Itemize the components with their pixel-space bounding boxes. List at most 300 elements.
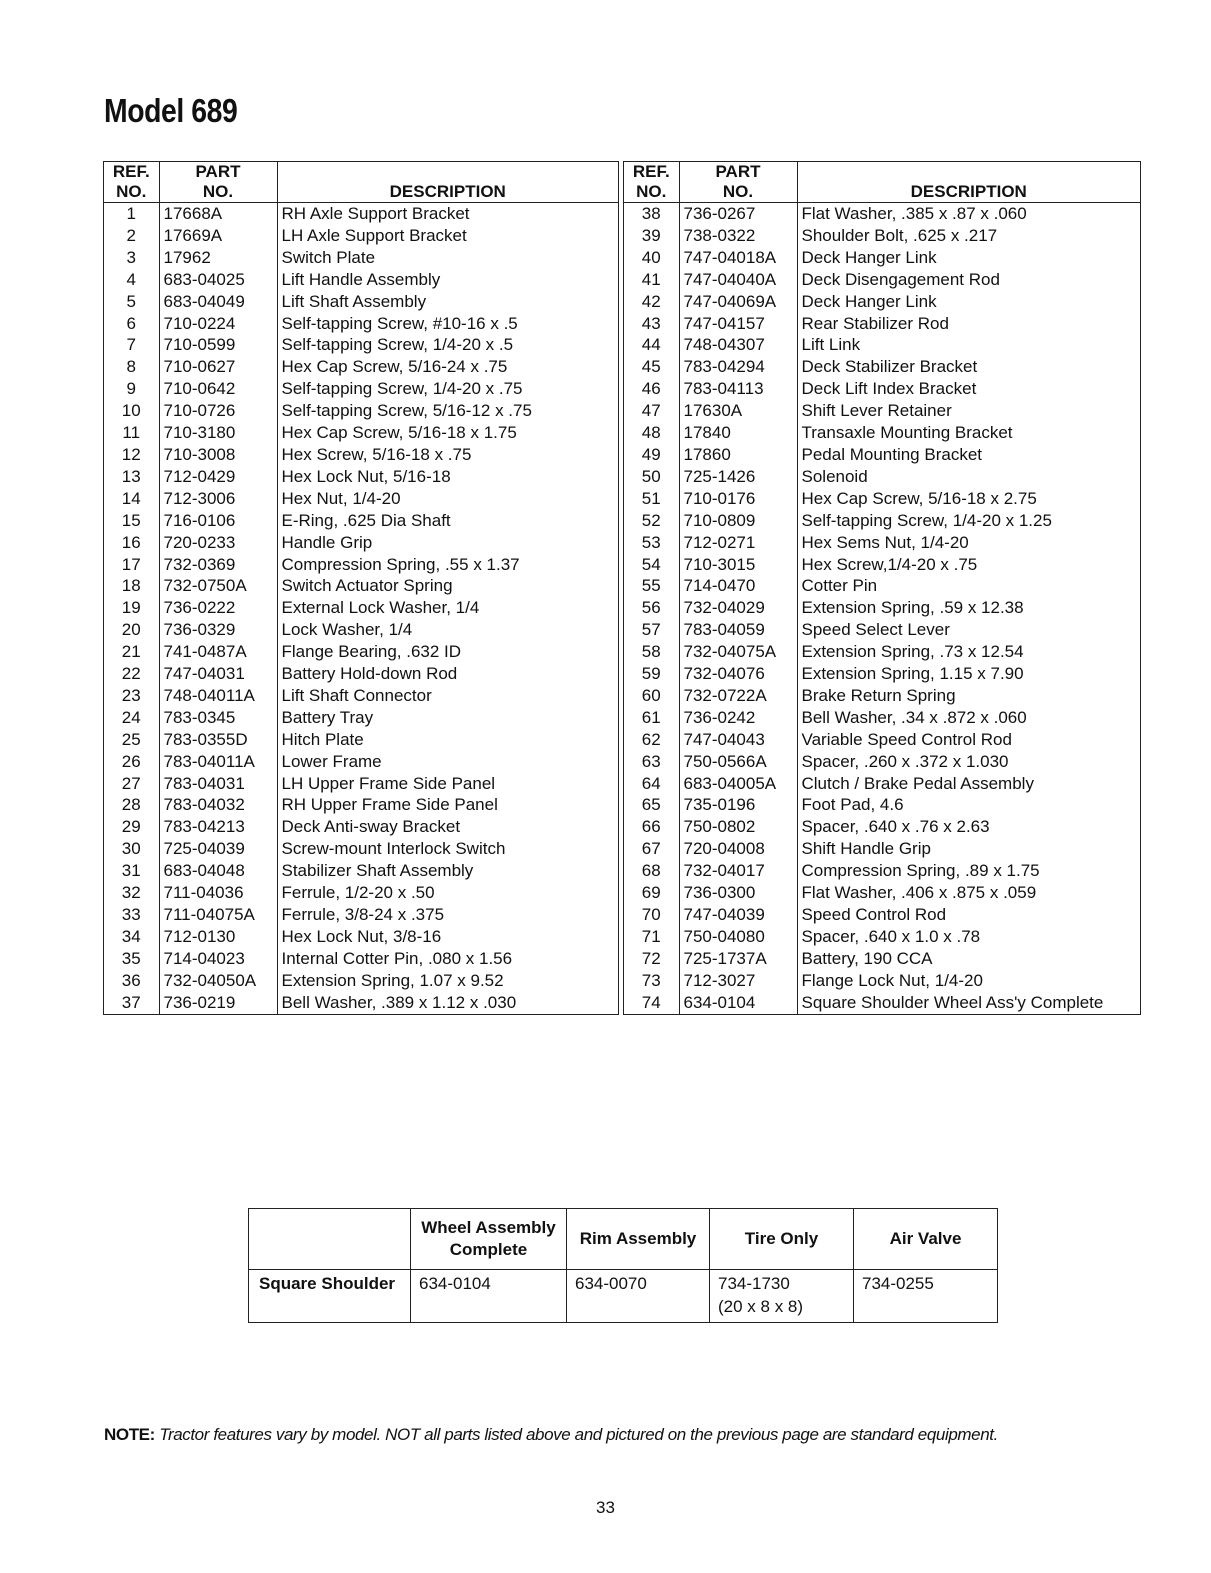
part-number: 725-1426 <box>679 466 797 488</box>
part-description: Pedal Mounting Bracket <box>801 444 982 464</box>
ref-number: 11 <box>104 422 159 444</box>
part-number: 747-04157 <box>679 313 797 335</box>
part-number: 732-04075A <box>679 641 797 663</box>
table-row <box>104 334 618 356</box>
part-number: 736-0329 <box>159 619 277 641</box>
description-header: DESCRIPTION <box>797 162 1140 203</box>
part-number: 17860 <box>679 444 797 466</box>
ref-number: 4 <box>104 269 159 291</box>
wheel-assembly-header: Wheel Assembly Complete <box>411 1209 567 1270</box>
part-description: Deck Anti-sway Bracket <box>281 817 461 837</box>
part-description: Handle Grip <box>281 532 373 552</box>
table-row <box>104 685 618 707</box>
ref-number: 36 <box>104 970 159 992</box>
part-description: Brake Return Spring <box>801 685 956 705</box>
ref-number: 6 <box>104 313 159 335</box>
ref-number: 67 <box>624 838 679 860</box>
ref-number: 53 <box>624 532 679 554</box>
part-number: 710-0809 <box>679 510 797 532</box>
ref-number: 69 <box>624 882 679 904</box>
part-description: Speed Control Rod <box>801 905 947 924</box>
rim-assembly-header: Rim Assembly <box>567 1209 710 1270</box>
table-row <box>104 904 618 926</box>
part-number: 747-04043 <box>679 729 797 751</box>
table-row <box>624 794 1140 816</box>
parts-table-header <box>104 162 618 203</box>
ref-number: 43 <box>624 313 679 335</box>
part-number: 712-0271 <box>679 532 797 554</box>
ref-number: 56 <box>624 597 679 619</box>
table-row <box>104 356 618 378</box>
footnote <box>104 1425 998 1445</box>
part-description: Lower Frame <box>281 751 382 771</box>
table-row <box>624 444 1140 466</box>
ref-number: 57 <box>624 619 679 641</box>
rim-assembly-part: 634-0070 <box>567 1270 710 1323</box>
ref-number: 16 <box>104 532 159 554</box>
part-number: 710-3008 <box>159 444 277 466</box>
table-row <box>104 575 618 597</box>
ref-number: 46 <box>624 378 679 400</box>
part-description: Cotter Pin <box>801 576 878 596</box>
table-row <box>104 948 618 970</box>
part-number: 732-04050A <box>159 970 277 992</box>
part-description: Hex Sems Nut, 1/4-20 <box>801 532 969 552</box>
page-number: 33 <box>596 1498 615 1517</box>
table-row <box>104 488 618 510</box>
part-number: 712-0429 <box>159 466 277 488</box>
part-description: Deck Disengagement Rod <box>801 269 1000 289</box>
ref-number: 35 <box>104 948 159 970</box>
part-description: Switch Plate <box>281 247 376 267</box>
part-description: Compression Spring, .89 x 1.75 <box>801 861 1040 881</box>
part-description: Square Shoulder Wheel Ass'y Complete <box>801 992 1104 1012</box>
table-row <box>104 663 618 685</box>
table-row <box>624 554 1140 576</box>
table-row <box>104 860 618 882</box>
part-description: Flat Washer, .385 x .87 x .060 <box>801 204 1027 223</box>
table-row <box>104 203 618 225</box>
ref-number: 31 <box>104 860 159 882</box>
ref-number: 28 <box>104 794 159 816</box>
tire-only-header: Tire Only <box>710 1209 854 1270</box>
ref-number: 14 <box>104 488 159 510</box>
part-number: 711-04036 <box>159 882 277 904</box>
part-description: Bell Washer, .389 x 1.12 x .030 <box>281 992 517 1012</box>
part-number: 783-04011A <box>159 751 277 773</box>
part-description: Flange Lock Nut, 1/4-20 <box>801 970 983 990</box>
part-number: 748-04011A <box>159 685 277 707</box>
part-number: 683-04049 <box>159 291 277 313</box>
table-row <box>104 422 618 444</box>
table-row <box>624 247 1140 269</box>
table-row <box>104 400 618 422</box>
part-number: 17962 <box>159 247 277 269</box>
part-number: 783-04294 <box>679 356 797 378</box>
part-description: Extension Spring, .73 x 12.54 <box>801 642 1024 662</box>
table-row <box>624 422 1140 444</box>
ref-number: 59 <box>624 663 679 685</box>
table-row <box>624 488 1140 510</box>
table-row <box>624 729 1140 751</box>
part-number: 783-0345 <box>159 707 277 729</box>
part-description: Spacer, .640 x .76 x 2.63 <box>801 817 990 837</box>
part-number: 747-04069A <box>679 291 797 313</box>
ref-number: 18 <box>104 575 159 597</box>
part-description: Deck Hanger Link <box>801 291 937 311</box>
part-number: 750-04080 <box>679 926 797 948</box>
ref-number: 19 <box>104 597 159 619</box>
ref-number: 22 <box>104 663 159 685</box>
part-number: 710-0176 <box>679 488 797 510</box>
part-number: 732-04076 <box>679 663 797 685</box>
part-description: Hex Screw, 5/16-18 x .75 <box>281 444 472 464</box>
ref-number: 26 <box>104 751 159 773</box>
part-number: 710-3015 <box>679 554 797 576</box>
part-number: 711-04075A <box>159 904 277 926</box>
ref-number: 2 <box>104 225 159 247</box>
part-number: 714-0470 <box>679 575 797 597</box>
part-description: Switch Actuator Spring <box>281 576 453 596</box>
ref-number: 25 <box>104 729 159 751</box>
part-description: Deck Stabilizer Bracket <box>801 357 978 377</box>
part-description: Shift Handle Grip <box>801 839 931 859</box>
part-description: E-Ring, .625 Dia Shaft <box>281 510 451 530</box>
ref-number: 45 <box>624 356 679 378</box>
ref-number: 20 <box>104 619 159 641</box>
ref-number: 8 <box>104 356 159 378</box>
part-number: 736-0242 <box>679 707 797 729</box>
part-description: Ferrule, 1/2-20 x .50 <box>281 883 435 903</box>
part-description: Solenoid <box>801 466 868 486</box>
table-row <box>624 356 1140 378</box>
ref-number: 37 <box>104 992 159 1014</box>
ref-number: 73 <box>624 970 679 992</box>
part-description: Spacer, .260 x .372 x 1.030 <box>801 751 1009 771</box>
part-description: Flange Bearing, .632 ID <box>281 642 462 662</box>
ref-number: 12 <box>104 444 159 466</box>
part-description: Battery Tray <box>281 707 374 727</box>
table-row <box>104 707 618 729</box>
part-number: 735-0196 <box>679 794 797 816</box>
part-description: Hex Nut, 1/4-20 <box>281 488 401 508</box>
ref-number: 17 <box>104 554 159 576</box>
ref-number: 40 <box>624 247 679 269</box>
ref-number: 10 <box>104 400 159 422</box>
table-row <box>624 619 1140 641</box>
ref-number: 51 <box>624 488 679 510</box>
tire-part-number: 734-1730 <box>718 1274 790 1293</box>
part-number: 732-04029 <box>679 597 797 619</box>
table-row <box>104 554 618 576</box>
ref-number: 32 <box>104 882 159 904</box>
table-row <box>104 619 618 641</box>
table-row <box>624 291 1140 313</box>
ref-number: 39 <box>624 225 679 247</box>
part-description: Self-tapping Screw, 5/16-12 x .75 <box>281 401 532 421</box>
table-row <box>624 466 1140 488</box>
table-row <box>104 247 618 269</box>
part-number: 725-1737A <box>679 948 797 970</box>
part-number: 747-04031 <box>159 663 277 685</box>
part-number: 683-04005A <box>679 773 797 795</box>
part-number: 732-0722A <box>679 685 797 707</box>
part-number: 725-04039 <box>159 838 277 860</box>
ref-no-header: REF. NO. <box>104 162 159 203</box>
part-number: 736-0222 <box>159 597 277 619</box>
table-row <box>624 904 1140 926</box>
part-description: Hex Lock Nut, 5/16-18 <box>281 466 451 486</box>
part-number: 712-0130 <box>159 926 277 948</box>
ref-number: 21 <box>104 641 159 663</box>
ref-no-header: REF. NO. <box>624 162 679 203</box>
part-number: 634-0104 <box>679 992 797 1014</box>
parts-table-left <box>103 161 619 1015</box>
part-number: 732-0750A <box>159 575 277 597</box>
table-row <box>624 203 1140 225</box>
part-number: 750-0566A <box>679 751 797 773</box>
ref-number: 54 <box>624 554 679 576</box>
part-description: Transaxle Mounting Bracket <box>801 423 1013 443</box>
part-description: Hex Cap Screw, 5/16-18 x 2.75 <box>801 488 1037 508</box>
part-number: 783-04031 <box>159 773 277 795</box>
part-description: Bell Washer, .34 x .872 x .060 <box>801 707 1027 727</box>
table-row <box>104 444 618 466</box>
air-valve-part: 734-0255 <box>854 1270 998 1323</box>
ref-number: 7 <box>104 334 159 356</box>
ref-number: 34 <box>104 926 159 948</box>
note-text: Tractor features vary by model. NOT all parts listed above and pictured on the previous page are standard equipment. <box>159 1425 998 1444</box>
part-description: Shoulder Bolt, .625 x .217 <box>801 225 998 245</box>
table-row <box>624 532 1140 554</box>
ref-number: 68 <box>624 860 679 882</box>
ref-number: 74 <box>624 992 679 1014</box>
part-description: Extension Spring, .59 x 12.38 <box>801 598 1024 618</box>
part-description: Screw-mount Interlock Switch <box>281 839 506 859</box>
part-number: 747-04018A <box>679 247 797 269</box>
ref-number: 63 <box>624 751 679 773</box>
part-description: Self-tapping Screw, 1/4-20 x .5 <box>281 335 514 355</box>
ref-number: 15 <box>104 510 159 532</box>
part-number: 736-0300 <box>679 882 797 904</box>
ref-number: 55 <box>624 575 679 597</box>
row-label: Square Shoulder <box>249 1270 411 1323</box>
table-row <box>104 751 618 773</box>
table-row <box>624 773 1140 795</box>
ref-number: 38 <box>624 203 679 225</box>
part-no-header: PART NO. <box>679 162 797 203</box>
table-row <box>104 773 618 795</box>
ref-number: 30 <box>104 838 159 860</box>
table-row <box>104 882 618 904</box>
ref-number: 42 <box>624 291 679 313</box>
ref-number: 24 <box>104 707 159 729</box>
ref-number: 23 <box>104 685 159 707</box>
part-description: Lift Handle Assembly <box>281 269 441 289</box>
part-number: 683-04025 <box>159 269 277 291</box>
ref-number: 60 <box>624 685 679 707</box>
ref-number: 65 <box>624 794 679 816</box>
table-row <box>624 926 1140 948</box>
table-row <box>624 751 1140 773</box>
part-number: 732-04017 <box>679 860 797 882</box>
table-row <box>624 313 1140 335</box>
wheel-header-blank <box>249 1209 411 1270</box>
table-row <box>104 291 618 313</box>
part-description: LH Upper Frame Side Panel <box>281 773 496 793</box>
part-number: 710-0599 <box>159 334 277 356</box>
table-row <box>104 597 618 619</box>
ref-number: 13 <box>104 466 159 488</box>
part-number: 712-3027 <box>679 970 797 992</box>
part-number: 732-0369 <box>159 554 277 576</box>
part-description: LH Axle Support Bracket <box>281 225 467 245</box>
part-description: Hex Cap Screw, 5/16-24 x .75 <box>281 357 508 377</box>
part-description: Battery, 190 CCA <box>801 948 933 968</box>
part-description: Deck Lift Index Bracket <box>801 379 977 399</box>
table-row <box>104 838 618 860</box>
ref-number: 62 <box>624 729 679 751</box>
part-description: Extension Spring, 1.07 x 9.52 <box>281 970 504 990</box>
table-row <box>624 948 1140 970</box>
part-number: 720-04008 <box>679 838 797 860</box>
table-row <box>104 794 618 816</box>
ref-number: 33 <box>104 904 159 926</box>
part-description: Deck Hanger Link <box>801 247 937 267</box>
ref-number: 9 <box>104 378 159 400</box>
part-description: Spacer, .640 x 1.0 x .78 <box>801 926 981 946</box>
ref-number: 61 <box>624 707 679 729</box>
table-row <box>104 510 618 532</box>
part-number: 716-0106 <box>159 510 277 532</box>
part-description: Stabilizer Shaft Assembly <box>281 861 474 881</box>
part-description: Ferrule, 3/8-24 x .375 <box>281 905 445 924</box>
part-description: Self-tapping Screw, 1/4-20 x 1.25 <box>801 510 1052 530</box>
note-label: NOTE: <box>104 1425 155 1444</box>
part-description: Self-tapping Screw, #10-16 x .5 <box>281 313 518 333</box>
part-number: 748-04307 <box>679 334 797 356</box>
part-number: 783-04113 <box>679 378 797 400</box>
part-description: Foot Pad, 4.6 <box>801 795 904 815</box>
air-valve-header: Air Valve <box>854 1209 998 1270</box>
ref-number: 70 <box>624 904 679 926</box>
table-row <box>624 816 1140 838</box>
part-description: Variable Speed Control Rod <box>801 729 1012 749</box>
table-row <box>624 663 1140 685</box>
part-number: 720-0233 <box>159 532 277 554</box>
table-row <box>624 334 1140 356</box>
table-row <box>624 992 1140 1014</box>
part-description: Hitch Plate <box>281 729 364 749</box>
part-description: Flat Washer, .406 x .875 x .059 <box>801 883 1037 903</box>
part-number: 747-04039 <box>679 904 797 926</box>
part-number: 736-0219 <box>159 992 277 1014</box>
part-number: 683-04048 <box>159 860 277 882</box>
part-number: 783-0355D <box>159 729 277 751</box>
ref-number: 64 <box>624 773 679 795</box>
part-description: RH Axle Support Bracket <box>281 204 470 223</box>
part-description: Lift Link <box>801 335 861 355</box>
ref-number: 3 <box>104 247 159 269</box>
part-number: 710-0224 <box>159 313 277 335</box>
wheel-assembly-part: 634-0104 <box>411 1270 567 1323</box>
ref-number: 41 <box>624 269 679 291</box>
part-number: 17669A <box>159 225 277 247</box>
ref-number: 50 <box>624 466 679 488</box>
part-description: Clutch / Brake Pedal Assembly <box>801 773 1034 793</box>
ref-number: 5 <box>104 291 159 313</box>
part-number: 783-04059 <box>679 619 797 641</box>
table-row <box>624 970 1140 992</box>
table-row <box>104 641 618 663</box>
part-description: Hex Lock Nut, 3/8-16 <box>281 926 442 946</box>
ref-number: 29 <box>104 816 159 838</box>
part-description: Lock Washer, 1/4 <box>281 620 413 640</box>
part-description: Internal Cotter Pin, .080 x 1.56 <box>281 948 513 968</box>
part-number: 714-04023 <box>159 948 277 970</box>
table-row <box>624 882 1140 904</box>
table-row <box>104 269 618 291</box>
table-row <box>624 225 1140 247</box>
part-number: 741-0487A <box>159 641 277 663</box>
parts-table-header <box>624 162 1140 203</box>
wheel-table-row <box>249 1270 998 1323</box>
part-number: 736-0267 <box>679 203 797 225</box>
ref-number: 72 <box>624 948 679 970</box>
table-row <box>104 926 618 948</box>
ref-number: 52 <box>624 510 679 532</box>
table-row <box>624 641 1140 663</box>
part-description: Compression Spring, .55 x 1.37 <box>281 554 520 574</box>
part-number: 710-0627 <box>159 356 277 378</box>
part-number: 750-0802 <box>679 816 797 838</box>
table-row <box>624 685 1140 707</box>
part-number: 710-0726 <box>159 400 277 422</box>
table-row <box>624 510 1140 532</box>
part-number: 710-3180 <box>159 422 277 444</box>
table-row <box>104 992 618 1014</box>
table-row <box>624 707 1140 729</box>
table-row <box>104 532 618 554</box>
wheel-assembly-table <box>248 1208 998 1323</box>
part-description: Extension Spring, 1.15 x 7.90 <box>801 664 1024 684</box>
tire-only-part <box>710 1270 854 1323</box>
table-row <box>104 313 618 335</box>
part-description: RH Upper Frame Side Panel <box>281 795 498 815</box>
ref-number: 71 <box>624 926 679 948</box>
part-description: Shift Lever Retainer <box>801 401 952 421</box>
part-description: External Lock Washer, 1/4 <box>281 598 480 618</box>
ref-number: 48 <box>624 422 679 444</box>
ref-number: 44 <box>624 334 679 356</box>
table-row <box>104 729 618 751</box>
part-description: Lift Shaft Assembly <box>281 291 427 311</box>
table-row <box>624 575 1140 597</box>
part-number: 783-04032 <box>159 794 277 816</box>
table-row <box>104 816 618 838</box>
tire-size: (20 x 8 x 8) <box>718 1297 804 1316</box>
part-no-header: PART NO. <box>159 162 277 203</box>
part-number: 710-0642 <box>159 378 277 400</box>
ref-number: 1 <box>104 203 159 225</box>
part-description: Battery Hold-down Rod <box>281 664 458 684</box>
part-number: 783-04213 <box>159 816 277 838</box>
ref-number: 66 <box>624 816 679 838</box>
parts-table-right <box>623 161 1141 1015</box>
part-description: Lift Shaft Connector <box>281 685 432 705</box>
part-number: 17630A <box>679 400 797 422</box>
part-description: Speed Select Lever <box>801 620 950 640</box>
